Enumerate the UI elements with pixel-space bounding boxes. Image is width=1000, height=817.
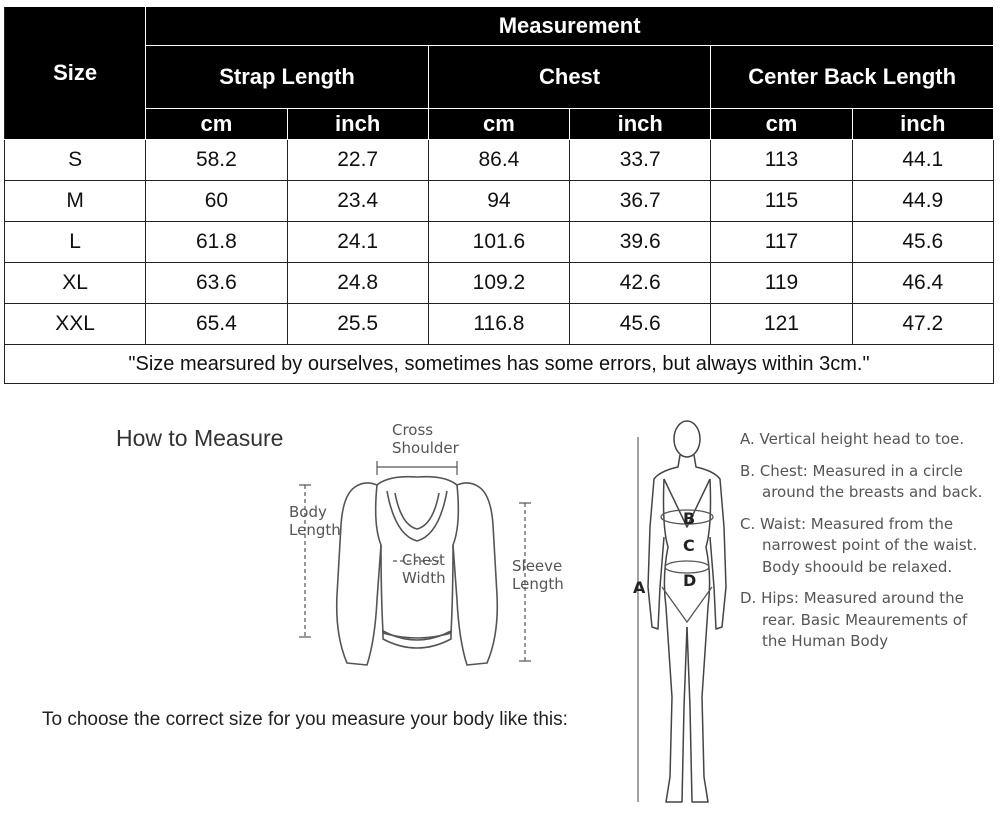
measure-guide bbox=[0, 395, 1000, 797]
table-row bbox=[5, 140, 994, 181]
table-cell: 63.6 bbox=[146, 263, 287, 304]
size-cell: XXL bbox=[5, 304, 146, 345]
unit-header: inch bbox=[287, 109, 428, 140]
sleeve-length-label: Sleeve Length bbox=[512, 557, 564, 593]
table-cell: 24.8 bbox=[287, 263, 428, 304]
table-row bbox=[5, 181, 994, 222]
unit-header: inch bbox=[570, 109, 711, 140]
table-cell: 44.1 bbox=[852, 140, 993, 181]
size-cell: L bbox=[5, 222, 146, 263]
group-header-chest: Chest bbox=[428, 46, 711, 109]
table-cell: 36.7 bbox=[570, 181, 711, 222]
table-cell: 42.6 bbox=[570, 263, 711, 304]
table-cell: 65.4 bbox=[146, 304, 287, 345]
note-chest: B. Chest: Measured in a circle around the breasts and back. bbox=[740, 461, 983, 501]
unit-header: inch bbox=[852, 109, 993, 140]
table-cell: 115 bbox=[711, 181, 852, 222]
label-b: B bbox=[683, 509, 696, 528]
size-column-header: Size bbox=[5, 7, 146, 140]
note-hips: D. Hips: Measured around the rear. Basic Meaurements of the Human Body bbox=[740, 589, 968, 650]
table-row bbox=[5, 263, 994, 304]
table-row bbox=[5, 222, 994, 263]
body-length-label: Body Length bbox=[289, 503, 341, 539]
table-cell: 44.9 bbox=[852, 181, 993, 222]
measurement-notes bbox=[740, 429, 990, 663]
unit-header: cm bbox=[711, 109, 852, 140]
note-height: A. Vertical height head to toe. bbox=[740, 430, 965, 448]
table-cell: 60 bbox=[146, 181, 287, 222]
body-figure-illustration bbox=[632, 417, 742, 817]
table-cell: 116.8 bbox=[428, 304, 569, 345]
label-a: A bbox=[633, 578, 646, 597]
table-cell: 109.2 bbox=[428, 263, 569, 304]
table-note-row bbox=[5, 345, 994, 384]
cross-shoulder-label: Cross Shoulder bbox=[392, 421, 459, 457]
table-cell: 23.4 bbox=[287, 181, 428, 222]
label-d: D bbox=[683, 571, 697, 590]
unit-header: cm bbox=[428, 109, 569, 140]
table-cell: 24.1 bbox=[287, 222, 428, 263]
size-cell: M bbox=[5, 181, 146, 222]
label-c: C bbox=[683, 536, 695, 555]
table-cell: 39.6 bbox=[570, 222, 711, 263]
table-cell: 61.8 bbox=[146, 222, 287, 263]
measurement-header: Measurement bbox=[146, 7, 994, 46]
size-chart-table bbox=[4, 6, 994, 384]
table-cell: 45.6 bbox=[570, 304, 711, 345]
group-header-strap-length: Strap Length bbox=[146, 46, 429, 109]
table-cell: 45.6 bbox=[852, 222, 993, 263]
table-cell: 86.4 bbox=[428, 140, 569, 181]
table-cell: 121 bbox=[711, 304, 852, 345]
table-cell: 25.5 bbox=[287, 304, 428, 345]
table-cell: 113 bbox=[711, 140, 852, 181]
size-cell: XL bbox=[5, 263, 146, 304]
table-cell: 117 bbox=[711, 222, 852, 263]
table-cell: 94 bbox=[428, 181, 569, 222]
table-row bbox=[5, 304, 994, 345]
guide-title: How to Measure bbox=[116, 425, 284, 451]
table-cell: 58.2 bbox=[146, 140, 287, 181]
note-waist: C. Waist: Measured from the narrowest point of the waist. Body shoould be relaxed. bbox=[740, 514, 978, 576]
measurement-note: "Size mearsured by ourselves, sometimes has some errors, but always within 3cm." bbox=[5, 345, 994, 384]
table-cell: 22.7 bbox=[287, 140, 428, 181]
table-cell: 33.7 bbox=[570, 140, 711, 181]
size-cell: S bbox=[5, 140, 146, 181]
guide-instruction: To choose the correct size for you measure your body like this: bbox=[42, 709, 568, 730]
table-cell: 101.6 bbox=[428, 222, 569, 263]
group-header-center-back-length: Center Back Length bbox=[711, 46, 994, 109]
table-cell: 46.4 bbox=[852, 263, 993, 304]
table-cell: 47.2 bbox=[852, 304, 993, 345]
chest-width-label: Chest Width bbox=[402, 551, 446, 587]
unit-header: cm bbox=[146, 109, 287, 140]
table-cell: 119 bbox=[711, 263, 852, 304]
